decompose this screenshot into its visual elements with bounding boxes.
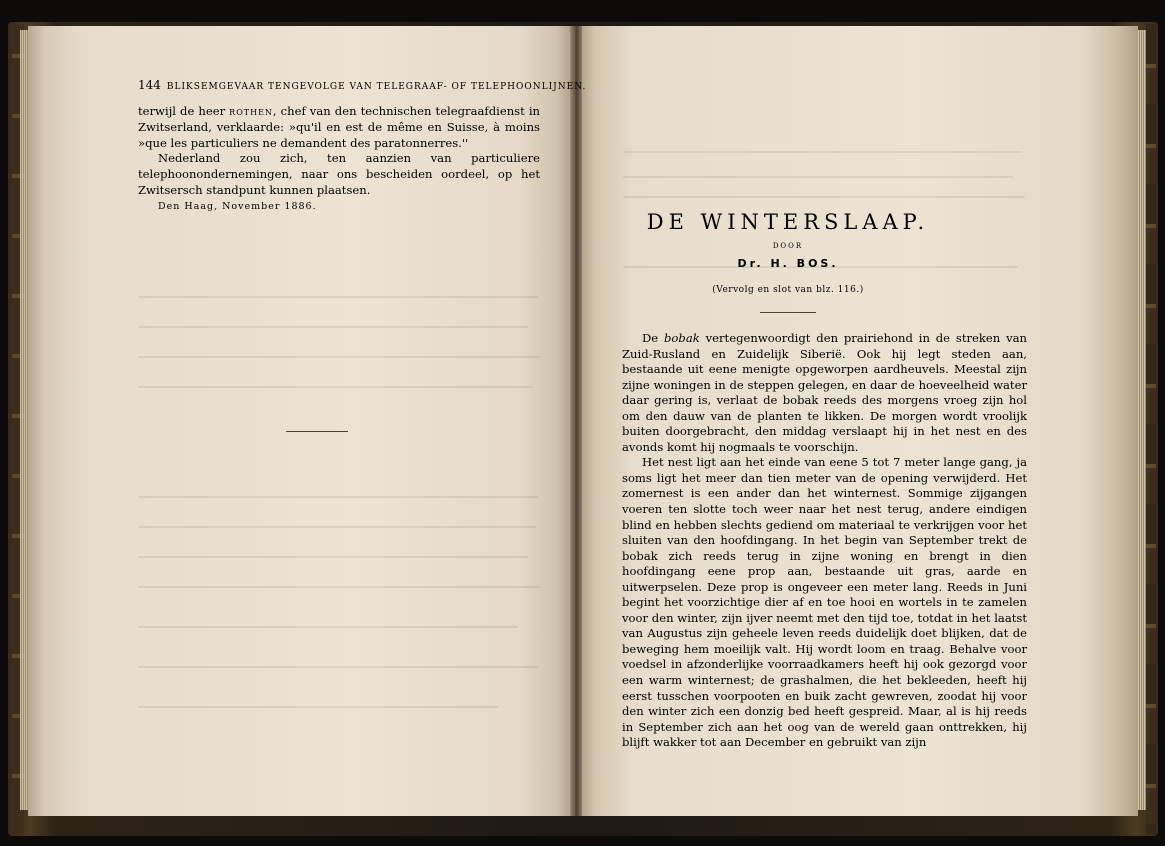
place-date: Den Haag, November 1886.: [158, 200, 317, 212]
title-rule: [760, 312, 816, 313]
left-page-text: [138, 104, 540, 215]
running-head-title: BLIKSEMGEVAAR TENGEVOLGE VAN TELEGRAAF- OF TELEPHOONLIJNEN.: [166, 82, 587, 92]
author-name: Dr. H. BOS.: [737, 257, 839, 270]
right-binding-edge: [1146, 24, 1156, 834]
article-title: DE WINTERSLAAP.: [646, 210, 930, 234]
byline: DOOR: [772, 242, 804, 250]
body-paragraph: Het nest ligt aan het einde van eene 5 tot 7 meter lange gang, ja soms ligt het meer dan tien meter van de opening verwijderd. Het zomernest is een ander dan het winternest. Sommige zijgangen voeren ten slotte toch weer naar het nest terug, andere eindigen blind en hebben slechts gediend om materiaal te verkrijgen voor het sluiten van den hoofdingang. In het begin van September trekt de bobak zich reeds terug in zijne woning en brengt in dien hoofdingang eene prop aan, bestaande uit gras, aarde en uitwerpselen. Deze prop is ongeveer een meter lang. Reeds in Juni begint het voorzichtige dier af en toe hooi en wortels in te zamelen voor den winter, zijn ijver neemt met den tijd toe, totdat in het laatst van Augustus zijn geheele leven reeds duidelijk doet blijken, dat de beweging hem moeilijk valt. Hij wordt loom en traag. Behalve voor voedsel in afzonderlijke voorraadkamers heeft hij ook gezorgd voor een warm winternest; de grashalmen, die het bekleeden, heeft hij eerst tusschen voorpooten en buik zacht gewreven, zoodat hij voor den winter zich een donzig bed heeft gespreid. Maar, al is hij reeds in September zich aan het oog van de wereld gaan onttrekken, hij blijft wakker tot aan December en gebruikt van zijn: [622, 455, 1027, 750]
left-paragraph: Nederland zou zich, ten aanzien van particuliere telephoonondernemingen, naar ons bescheiden oordeel, op het Zwitsersch standpunt kunnen plaatsen.: [138, 151, 540, 197]
book-gutter: [570, 26, 582, 816]
emphasized-term: bobak: [664, 331, 700, 345]
continuation-note: (Vervolg en slot van blz. 116.): [712, 285, 864, 295]
person-name: rothen: [229, 104, 273, 118]
section-end-rule: [286, 431, 348, 432]
body-paragraph: De bobak vertegenwoordigt den prairiehond in de streken van Zuid-Rusland en Zuidelijk Siberië. Ook hij legt steden aan, bestaande uit eene menigte opgeworpen aardheuvels. Meestal zijn zijne woningen in de steppen gelegen, en daar de hoeveelheid water daar gering is, verlaat de bobak reeds des morgens vroeg zijn hol om den dauw van de planten te likken. De morgen wordt vroolijk buiten doorgebracht, den middag verslaapt hij in het nest en des avonds komt hij nogmaals te voorschijn.: [622, 331, 1027, 454]
page-number: 144: [138, 78, 161, 92]
left-paragraph: terwijl de heer rothen, chef van den technischen telegraafdienst in Zwitserland, verklaarde: »qu'il en est de même en Suisse, à moins »que les particuliers ne demandent des paratonnerres.'': [138, 104, 540, 150]
left-running-head: [138, 78, 587, 92]
right-page-text: [622, 331, 1027, 751]
